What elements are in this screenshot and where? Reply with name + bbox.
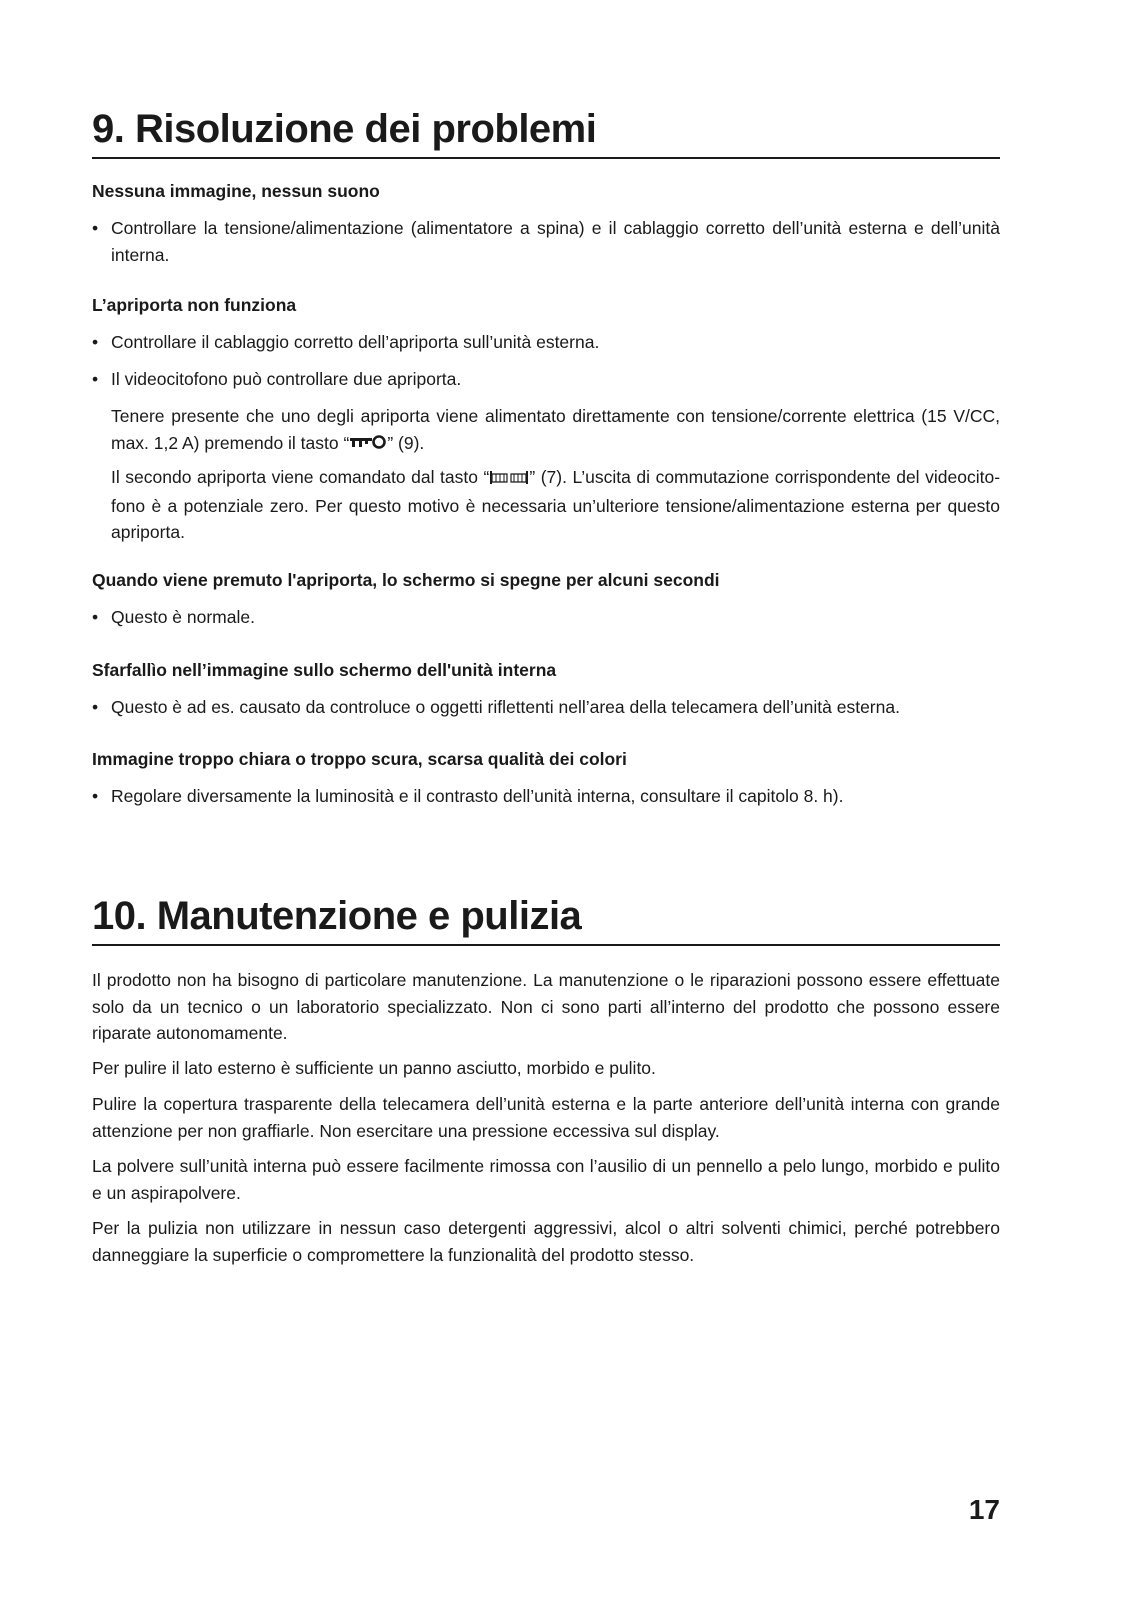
maintenance-paragraph-2: Per pulire il lato esterno è sufficiente un panno asciutto, morbido e pulito. [92,1058,656,1078]
maintenance-paragraph-1: Il prodotto non ha bisogno di particolare manutenzione. La manutenzione o le riparazioni possono essere effettuate solo da un tecnico o un laboratorio specializzato. Non ci sono parti all’interno del prodotto che possono essere riparate autonomamente. [92,970,1000,1043]
problem-2-note-1 [111,403,1000,458]
problem-5-bullet-1 [92,783,1000,810]
gate-icon [489,466,529,493]
bullet-dot: • [92,786,99,806]
bullet-text: Il videocitofono può controllare due apriporta. [111,369,462,389]
key-icon [349,432,387,459]
section-9-title: 9. Risoluzione dei problemi [92,105,1000,159]
bullet-dot: • [92,332,99,352]
bullet-text: Controllare il cablaggio corretto dell’apriporta sull’unità esterna. [111,332,600,352]
problem-1-bullet-1 [92,215,1000,268]
bullet-text: Questo è ad es. causato da controluce o oggetti riflettenti nell’area della telecamera dell’unità esterna. [111,697,900,717]
problem-3-bullet-1 [92,604,1000,631]
problem-2-bullet-2 [92,366,1000,393]
bullet-text: Controllare la tensione/alimentazione (alimentatore a spina) e il cablaggio corretto dell’unità esterna e dell’unità interna. [111,218,1000,265]
problem-1-heading: Nessuna immagine, nessun suono [92,181,380,201]
note-text-after: ” (7). L’uscita di commutazione corrispondente del videocitofono è a potenziale zero. Per questo motivo è necessaria un’ulteriore tensione/alimentazione esterna per questo apriporta. [111,467,1001,542]
bullet-text: Questo è normale. [111,607,255,627]
section-10-title: 10. Manutenzione e pulizia [92,892,1000,946]
problem-5-heading: Immagine troppo chiara o troppo scura, scarsa qualità dei colori [92,749,627,769]
maintenance-paragraph-3: Pulire la copertura trasparente della telecamera dell’unità esterna e la parte anteriore dell’unità interna con grande attenzione per non graffiarle. Non esercitare una pressione eccessiva sul display. [92,1094,1000,1141]
problem-2-heading: L’apriporta non funziona [92,295,297,315]
problem-4-bullet-1 [92,694,1000,721]
problem-2-bullet-1 [92,329,1000,356]
problem-2-note-2 [111,464,1000,546]
maintenance-paragraph-4: La polvere sull’unità interna può essere facilmente rimossa con l’ausilio di un pennello a pelo lungo, morbido e pulito e un aspirapolvere. [92,1156,1000,1203]
page-number: 17 [968,1494,1000,1525]
problem-3-heading: Quando viene premuto l'apriporta, lo schermo si spegne per alcuni secondi [92,570,720,590]
maintenance-paragraph-5: Per la pulizia non utilizzare in nessun caso detergenti aggressivi, alcol o altri solventi chimici, perché potrebbero danneggiare la superficie o compromettere la funzionalità del prodotto stesso. [92,1218,1000,1265]
note-text-after: ” (9). [387,432,425,453]
bullet-dot: • [92,218,99,238]
note-text-before: Tenere presente che uno degli apriporta viene alimentato direttamente con tensione/corrente elettrica (15 V/CC, max. 1,2 A) premendo il tasto “ [111,406,1000,453]
bullet-text: Regolare diversamente la luminosità e il contrasto dell’unità interna, consultare il capitolo 8. h). [111,786,844,806]
note-text-before: Il secondo apriporta viene comandato dal tasto “ [111,467,490,487]
bullet-dot: • [92,607,99,627]
bullet-dot: • [92,369,99,389]
bullet-dot: • [92,697,99,717]
problem-4-heading: Sfarfallìo nell’immagine sullo schermo dell'unità interna [92,660,557,680]
